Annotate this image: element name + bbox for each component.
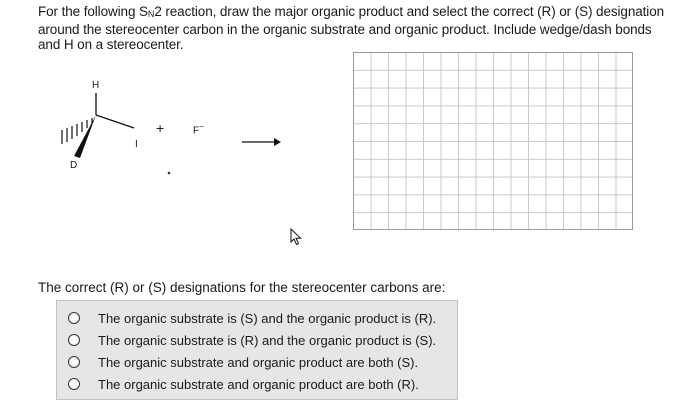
question-line-1-start: For the following S (38, 4, 148, 19)
fluoride-reagent (193, 122, 204, 136)
option-substrate-r-product-s[interactable] (57, 329, 457, 351)
fluoride-charge: − (199, 122, 204, 131)
question-line-3: and H on a stereocenter. (38, 37, 184, 52)
atom-label-i: I (135, 139, 138, 150)
stray-dot (168, 172, 171, 175)
arrow-head (274, 138, 281, 146)
drawing-canvas[interactable] (353, 52, 633, 230)
option-label: The organic substrate is (S) and the organic product is (R). (98, 310, 437, 326)
option-substrate-s-product-r[interactable] (57, 307, 457, 329)
radio-button[interactable] (68, 378, 80, 390)
option-label: The organic substrate and organic product are both (R). (98, 376, 419, 392)
plus-sign: + (156, 120, 165, 136)
question-line-1 (38, 4, 688, 22)
bond-to-i (96, 115, 134, 128)
reaction-scheme (30, 80, 330, 190)
subscript-n: N (147, 9, 155, 19)
option-label: The organic substrate is (R) and the organic product is (S). (98, 332, 437, 348)
radio-button[interactable] (68, 312, 80, 324)
question-line-2: around the stereocenter carbon in the organic substrate and organic product. Include wedge/dash bonds (38, 22, 652, 37)
radio-button[interactable] (68, 334, 80, 346)
question-line-1-end: 2 reaction, draw the major organic product and select the correct (R) or (S) designation (154, 4, 665, 19)
question-text (38, 4, 688, 52)
wedge-bond-to-d (74, 115, 96, 158)
option-label: The organic substrate and organic product are both (S). (98, 354, 419, 370)
option-both-r[interactable] (57, 373, 457, 395)
atom-label-h: H (92, 80, 100, 91)
fluoride-symbol: F (193, 125, 200, 137)
substrate-structure (30, 80, 330, 190)
atom-label-d: D (70, 160, 78, 171)
designation-prompt: The correct (R) or (S) designations for the stereocenter carbons are: (38, 280, 446, 295)
answer-options (56, 300, 458, 400)
option-both-s[interactable] (57, 351, 457, 373)
mouse-pointer-icon (290, 228, 302, 246)
radio-button[interactable] (68, 356, 80, 368)
